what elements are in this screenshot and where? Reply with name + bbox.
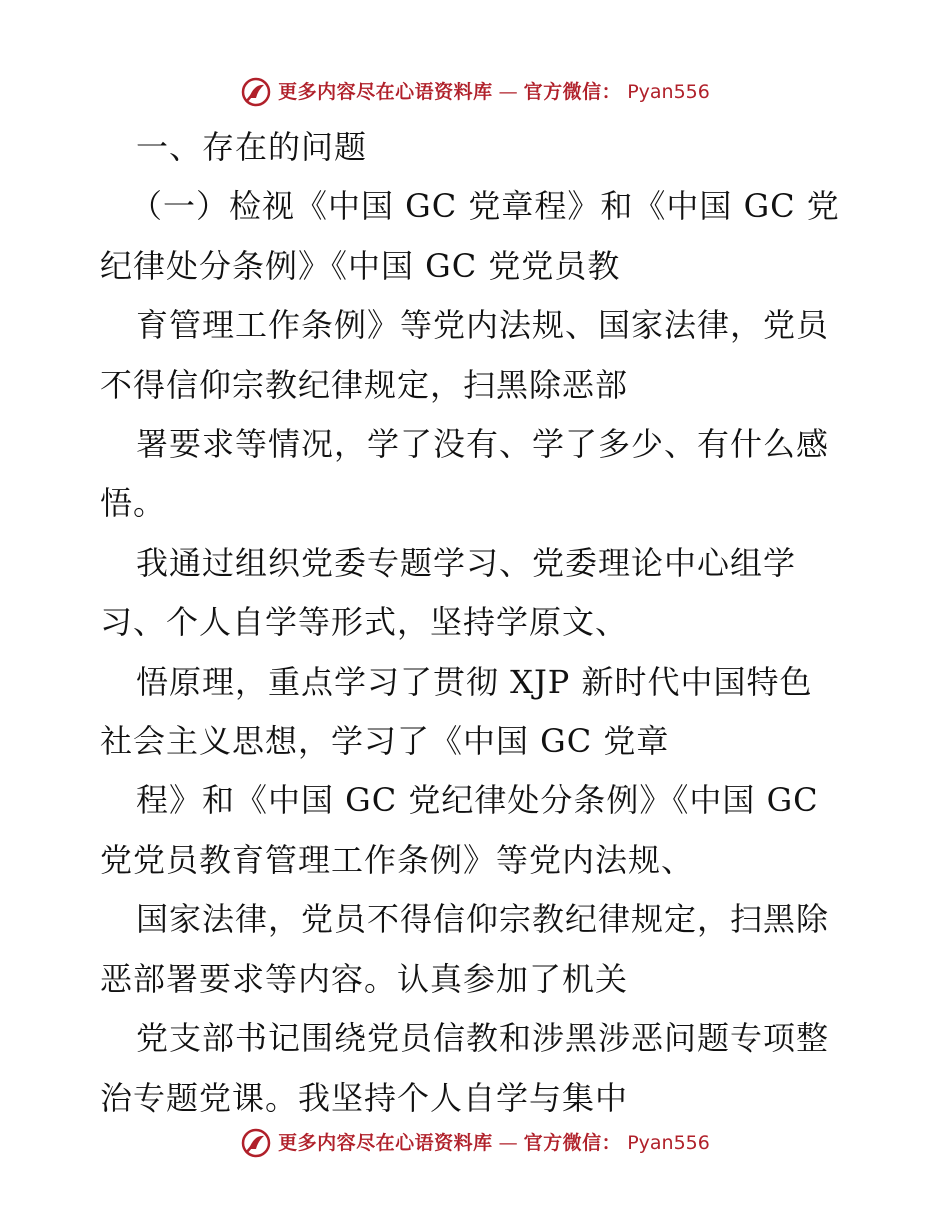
text-line: 习、个人自学等形式，坚持学原文、 bbox=[100, 603, 629, 642]
text-line: 悟。 bbox=[100, 484, 167, 523]
text-line: 育管理工作条例》等党内法规、国家法律，党员 bbox=[136, 306, 830, 345]
document-body bbox=[100, 118, 860, 1128]
text-line: 悟原理，重点学习了贯彻 XJP 新时代中国特色 bbox=[136, 662, 813, 701]
watermark-contact-label: 官方微信： bbox=[523, 81, 622, 103]
text-line: 纪律处分条例》《中国 GC 党党员教 bbox=[100, 246, 621, 285]
watermark-site-text: 更多内容尽在心语资料库 bbox=[278, 81, 493, 103]
text-line: 署要求等情况，学了没有、学了多少、有什么感 bbox=[136, 425, 830, 464]
watermark-separator: — bbox=[498, 81, 518, 103]
text-line: （一）检视《中国 GC 党章程》和《中国 GC 党 bbox=[130, 187, 840, 226]
watermark-separator: — bbox=[498, 1132, 518, 1154]
section-heading: 一、存在的问题 bbox=[136, 128, 368, 166]
text-line: 党支部书记围绕党员信教和涉黑涉恶问题专项整 bbox=[136, 1019, 830, 1058]
text-line: 党党员教育管理工作条例》等党内法规、 bbox=[100, 840, 695, 879]
watermark-site-text: 更多内容尽在心语资料库 bbox=[278, 1132, 493, 1154]
text-line: 我通过组织党委专题学习、党委理论中心组学 bbox=[136, 543, 797, 582]
text-line: 程》和《中国 GC 党纪律处分条例》《中国 GC bbox=[136, 781, 819, 820]
footer-watermark bbox=[0, 1127, 950, 1159]
text-line: 恶部署要求等内容。认真参加了机关 bbox=[100, 959, 629, 998]
logo-icon bbox=[240, 1127, 272, 1159]
text-line: 社会主义思想，学习了《中国 GC 党章 bbox=[100, 722, 670, 761]
text-line: 治专题党课。我坚持个人自学与集中 bbox=[100, 1078, 629, 1117]
text-line: 国家法律，党员不得信仰宗教纪律规定，扫黑除 bbox=[136, 900, 830, 939]
watermark-contact-handle: Pyan556 bbox=[627, 81, 710, 103]
logo-icon bbox=[240, 76, 272, 108]
text-line: 不得信仰宗教纪律规定，扫黑除恶部 bbox=[100, 365, 629, 404]
header-watermark bbox=[0, 76, 950, 108]
watermark-contact-label: 官方微信： bbox=[523, 1132, 622, 1154]
watermark-contact-handle: Pyan556 bbox=[627, 1132, 710, 1154]
